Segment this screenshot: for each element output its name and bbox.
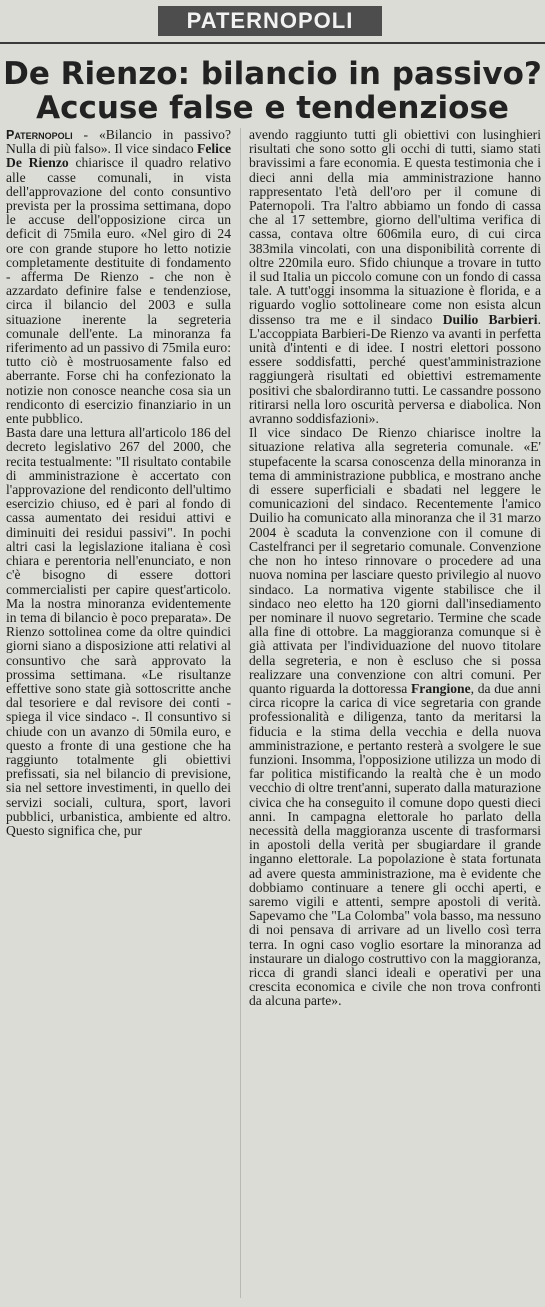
headline-line-1: De Rienzo: bilancio in passivo? <box>3 56 542 92</box>
headline-line-2: Accuse false e tendenziose <box>36 90 509 126</box>
dateline: Paternopoli <box>6 128 73 142</box>
text-run: . L'accoppiata Barbieri-De Rienzo va avanti in perfetta unità d'intenti e di idee. I nostri elettori possono essere soddisfatti, perché quest'amministrazione raggiungerà risultati ed obiettivi estremamente positivi che sbalordiranno tutti. Le cassandre possono ritirarsi nella loro oscurità perversa e diabolica. Non avranno soddisfazioni». <box>249 311 541 427</box>
text-run: avendo raggiunto tutti gli obiettivi con lusinghieri risultati che sono sotto gli occhi di tutti, siamo stati bravissimi a fare economia. E questa testimonia che i dieci anni della mia amministrazione hanno rappresentato l'età dell'oro per il comune di Paternopoli. Tra l'altro abbiamo un fondo di cassa che al 17 settembre, giorno dell'ultima verifica di cassa, contava oltre 606mila euro, di cui circa 383mila vincolati, con una disponibilità corrente di oltre 220mila euro. Sfido chiunque a trovare in tutto il sud Italia un piccolo comune con un fondo di cassa tale. A tutt'oggi insomma la situazione è florida, e a riguardo voglio sottolineare come non esista alcun dissenso tra me e il sindaco <box>249 127 541 327</box>
person-name: Duilio Barbieri <box>442 311 538 327</box>
column-separator <box>240 128 241 1298</box>
text-run: Il vice sindaco De Rienzo chiarisce inoltre la situazione relativa alla segreteria comunale. «E' stupefacente la scarsa conoscenza della minoranza in tema di amministrazione pubblica, e mostrano anche di essere superficiali e sbadati nel leggere le comunicazioni del sindaco. Recentemente l'amico Duilio ha comunicato alla minoranza che il 31 marzo 2004 è scaduta la convenzione con il comune di Castelfranci per il segretario comunale. Convenzione che non ho inteso rinnovare o procedere ad una nuova nomina per lasciare questo privilegio al nuovo sindaco. La normativa vigente stabilisce che il sindaco neo eletto ha 120 giorni dall'insediamento per nominare il nuovo segretario. Termine che scade alla fine di ottobre. La maggioranza comunque si è già attivata per l'individuazione del nuovo titolare della segreteria, e non è escluso che si possa realizzare una convenzione con altri comuni. Per quanto riguarda la dottoressa <box>249 425 541 696</box>
paragraph: Basta dare una lettura all'articolo 186 del decreto legislativo 267 del 2000, che recita testualmente: "Il risultato contabile di amministrazione è accertato con l'approvazione del rendiconto dell'ultimo esercizio chiuso, ed è pari al fondo di cassa aumentato dei residui attivi e diminuiti dei residui passivi". In pochi altri casi la legislazione italiana è così chiara e perentoria nell'enunciato, e non c'è bisogno di essere dottori commercialisti per capire quest'articolo. Ma la nostra minoranza evidentemente in tema di bilancio è poco preparata». De Rienzo sottolinea come da oltre quindici giorni siano a disposizione atti relativi al consuntivo che sarà approvato la prossima settimana. «Le risultanze effettive sono state già sottoscritte anche dal tesoriere e dal revisore dei conti - spiega il vice sindaco -. Il consuntivo si chiude con un avanzo di 50mila euro, e questo a fronte di una gestione che ha raggiunto totalmente gli obiettivi prefissati, sia nel bilancio di previsione, sia nel settore investimenti, in quello dei servizi sociali, cultura, sport, lavori pubblici, urbanistica, ambiente ed altro. Questo significa che, pur <box>6 425 231 838</box>
text-run: - «Bilancio in passivo? Nulla di più falso». Il vice sindaco <box>6 127 231 157</box>
article-column-left <box>6 128 231 838</box>
paragraph <box>249 426 541 1008</box>
paragraph <box>6 128 231 426</box>
text-run: chiarisce il quadro relativo alle casse comunali, in vista dell'approvazione del conto consuntivo prevista per la prossima settimana, dopo le accuse dell'opposizione circa un deficit di 75mila euro. «Nel giro di 24 ore con grande stupore ho letto notizie completamente destituite di fondamento - afferma De Rienzo - che non è azzardato definire false e tendenziose, circa il bilancio del 2003 e sulla situazione inerente la segreteria comunale dell'ente. La minoranza fa riferimento ad un passivo di 75mila euro: tutto ciò è mostruosamente falso ed aberrante. Forse chi ha confezionato la notizie non conosce neanche cosa sia un rendiconto di esercizio finanziario in un ente pubblico. <box>6 155 232 427</box>
section-banner: PATERNOPOLI <box>158 6 382 36</box>
paragraph <box>249 128 541 426</box>
person-name: Felice De Rienzo <box>6 141 231 171</box>
article-column-right <box>249 128 541 1009</box>
text-run: , da due anni circa ricopre la carica di vice segretaria con grande professionalità e diligenza, tanto da meritarsi la fiducia e la stima della vecchia e della nuova amministrazione, e pertanto resterà a svolgere le sue funzioni. Insomma, l'opposizione utilizza un modo di far politica mistificando la realtà che è un modo vecchio di oltre trent'anni, superato dalla maturazione civica che ha conseguito il comune dopo questi dieci anni. In campagna elettorale ho parlato della necessità della maggioranza uscente di trasformarsi in apostoli della verità per sbugiardare il grande inganno elettorale. La popolazione è stata fortunata ad avere questa amministrazione, ma è evidente che dobbiamo continuare a tenere gli occhi aperti, e saremo vigili e attenti, sempre apostoli di verità. Sapevamo che "La Colomba" vola basso, ma nessuno di noi pensava di arrivare ad un livello così terra terra. In ogni caso voglio esortare la minoranza ad instaurare un dialogo costruttivo con la maggioranza, ricca di grandi slanci ideali e operativi per una crescita economica e civile che non trova confronti da alcuna parte». <box>249 680 541 1009</box>
person-name: Frangione <box>410 680 471 696</box>
header-rule <box>0 42 545 44</box>
